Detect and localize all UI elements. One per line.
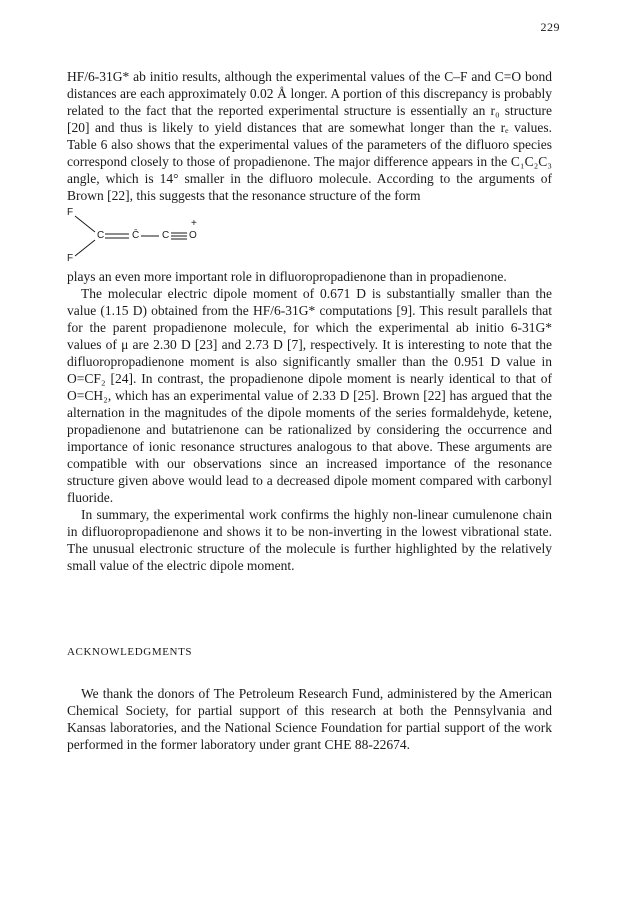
page-number: 229 [540, 20, 560, 34]
paragraph: In summary, the experimental work confirms the highly non-linear cumulenone chain in difluoropropadienone and shows it to be non-inverting in the lowest vibrational state. The unusual electronic structure of the molecule is further highlighted by the relatively small value of the electric dipole moment. [67, 507, 552, 573]
paragraph: We thank the donors of The Petroleum Research Fund, administered by the American Chemical Society, for partial support of this research at both the Pennsylvania and Kansas laboratories, and the National Science Foundation for partial support of the work performed in the former laboratory under grant CHE 88-22674. [67, 686, 552, 752]
positive-charge: + [191, 218, 197, 229]
body-text [67, 68, 552, 574]
paragraph: plays an even more important role in difluoropropadienone than in propadienone. [67, 269, 507, 284]
acknowledgments-body [67, 685, 552, 753]
carbon-atom-1: C [97, 230, 105, 241]
fluorine-atom-top: F [67, 207, 74, 218]
fluorine-atom-bottom: F [67, 253, 74, 264]
carbon-atom-3: C [162, 230, 170, 241]
carbon-atom-2-anion: C̄ [132, 230, 140, 241]
acknowledgments-heading: ACKNOWLEDGMENTS [67, 646, 193, 658]
paragraph: The molecular electric dipole moment of 0.671 D is substantially smaller than the value (1.15 D) obtained from the HF/6-31G* computations [9]. This result parallels that for the parent propadienone molecule, for which the experimental ab initio 6-31G* values of μ are 2.30 D [23] and 2.73 D [7], respectively. It is interesting to note that the difluoropropadienone moment is also significantly smaller than the 0.951 D value in O=CF₂ [24]. In contrast, the propadienone dipole moment is nearly identical to that of O=CH₂, which has an experimental value of 2.33 D [25]. Brown [22] has argued that the alternation in the magnitudes of the dipole moments of the series formaldehyde, ketene, propadienone and butatrienone can be rationalized by considering the occurrence and importance of ionic resonance structures analogous to that above. These arguments are compatible with our observations since an increased importance of the resonance structure given above would lead to a decreased dipole moment compared with carbonyl fluoride. [67, 286, 552, 505]
paragraph: HF/6-31G* ab initio results, although the experimental values of the C–F and C=O bond distances are each approximately 0.02 Å longer. A portion of this discrepancy is probably related to the fact that the reported experimental structure is essentially an r₀ structure [20] and thus is likely to yield distances that are somewhat longer than the rₑ values. Table 6 also shows that the experimental values of the parameters of the difluoro species correspond closely to those of propadienone. The major difference appears in the C₁C₂C₃ angle, which is 14° smaller in the difluoro molecule. According to the arguments of Brown [22], this suggests that the resonance structure of the form [67, 69, 552, 203]
oxygen-atom: O [189, 230, 197, 241]
resonance-structure-diagram [67, 206, 552, 266]
